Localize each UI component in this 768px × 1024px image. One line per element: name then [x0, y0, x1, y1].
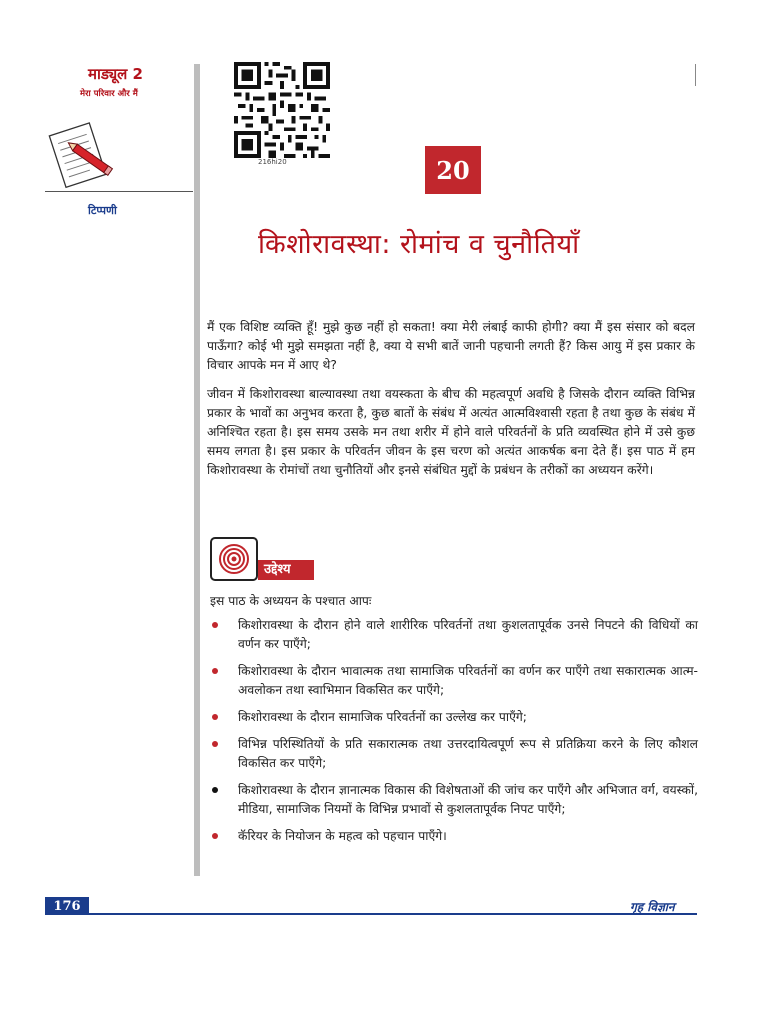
- objectives-heading: उद्देश्य: [258, 560, 314, 580]
- list-item: [210, 662, 698, 700]
- chapter-title: किशोरावस्था: रोमांच व चुनौतियाँ: [258, 229, 580, 260]
- target-icon: [210, 537, 258, 581]
- module-subtitle: मेरा परिवार और मैं: [80, 89, 138, 99]
- bullet-icon: [212, 787, 218, 793]
- list-item-text: कॅरियर के नियोजन के महत्व को पहचान पाएँगे।: [238, 829, 447, 843]
- notepad-pencil-icon: [44, 112, 124, 192]
- bullet-icon: [212, 668, 218, 674]
- body-paragraph: जीवन में किशोरावस्था बाल्यावस्था तथा वयस्कता के बीच की महत्वपूर्ण अवधि है जिसके दौरान व्यक्ति विभिन्न प्रकार के भावों का अनुभव करता है, कुछ बातों के संबंध में अत्यंत आत्मविश्वासी रहता है तथा कुछ के संबंध में अनिश्चित रहता है। इस समय उसके मन तथा शरीर में होने वाले परिवर्तनों के प्रति व्यवस्थित होने में उसे कुछ समय लगता है। इस प्रकार के परिवर्तन जीवन के इस चरण को अत्यंत आकर्षक बना देते हैं। इस पाठ में हम किशोरावस्था के रोमांचों तथा चुनौतियों और इनसे संबंधित मुद्दों के प्रबंधन के तरीकों का अध्ययन करेंगे।: [207, 387, 695, 477]
- page-number: 176: [45, 897, 89, 915]
- qr-code-label: 216hi20: [258, 158, 287, 166]
- list-item-text: किशोरावस्था के दौरान सामाजिक परिवर्तनों का उल्लेख कर पाएँगे;: [238, 710, 527, 724]
- list-item: [210, 708, 698, 727]
- notes-label: टिप्पणी: [88, 204, 117, 217]
- bullet-icon: [212, 741, 218, 747]
- chapter-number: 20: [425, 146, 481, 194]
- list-item-text: विभिन्न परिस्थितियों के प्रति सकारात्मक तथा उत्तरदायित्वपूर्ण रूप से प्रतिक्रिया करने के लिए कौशल विकसित कर पाएँगे;: [238, 737, 698, 770]
- bullet-icon: [212, 714, 218, 720]
- book-title: गृह विज्ञान: [630, 900, 675, 914]
- list-item-text: किशोरावस्था के दौरान होने वाले शारीरिक परिवर्तनों तथा कुशलतापूर्वक उनसे निपटने की विधियों का वर्णन कर पाएँगे;: [238, 618, 698, 651]
- margin-rule: [45, 191, 193, 192]
- module-title: माड्यूल 2: [88, 65, 143, 83]
- bullet-icon: [212, 622, 218, 628]
- footer-rule: [45, 913, 697, 915]
- bullet-icon: [212, 833, 218, 839]
- list-item-text: किशोरावस्था के दौरान भावात्मक तथा सामाजिक परिवर्तनों का वर्णन कर पाएँगे तथा सकारात्मक आत्म-अवलोकन तथा स्वाभिमान विकसित कर पाएँगे;: [238, 664, 698, 697]
- list-item: [210, 827, 698, 846]
- list-item: [210, 616, 698, 654]
- list-item: [210, 781, 698, 819]
- objectives-list: [210, 616, 698, 854]
- list-item-text: किशोरावस्था के दौरान ज्ञानात्मक विकास की विशेषताओं की जांच कर पाएँगे और अभिजात वर्ग, वयस्कों, मीडिया, सामाजिक नियमों के विभिन्न प्रभावों से कुशलतापूर्वक निपट पाएँगे;: [238, 783, 698, 816]
- intro-paragraph: मैं एक विशिष्ट व्यक्ति हूँ! मुझे कुछ नहीं हो सकता! क्या मेरी लंबाई काफी होगी? क्या मैं इस संसार को बदल पाऊँगा? कोई भी मुझे समझता नहीं है, क्या ये सभी बातें जानी पहचानी लगती हैं? किस आयु में इस प्रकार के विचार आपके मन में आए थे?: [207, 320, 695, 372]
- qr-code: [234, 62, 330, 158]
- header-tick: [695, 64, 696, 86]
- objectives-intro: इस पाठ के अध्ययन के पश्चात आपः: [210, 594, 372, 608]
- list-item: [210, 735, 698, 773]
- column-divider: [194, 64, 200, 876]
